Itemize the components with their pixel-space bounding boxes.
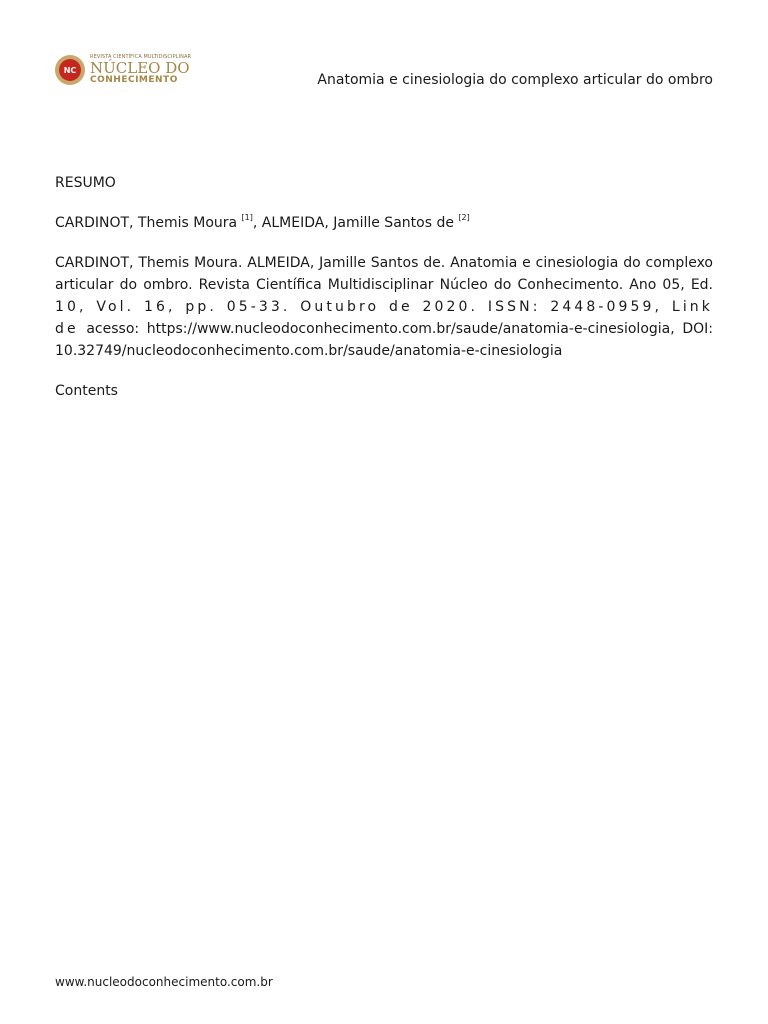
author-1-footnote-link[interactable]: [1] (241, 213, 253, 222)
abstract-heading: RESUMO (55, 175, 116, 191)
logo-seal-icon (55, 55, 85, 85)
citation-paragraph (55, 252, 713, 362)
logo-badge: NC (59, 59, 81, 81)
citation-part-1: CARDINOT, Themis Moura. ALMEIDA, Jamille Santos de. Anatomia e cinesiologia do complexo articular do ombro. Revista Científica Multidisciplinar Núcleo do Conhecimento. Ano 05, Ed. (55, 255, 713, 293)
logo-name-line1: NÚCLEO DO (90, 59, 190, 77)
page-content (55, 172, 713, 402)
footer-url[interactable]: www.nucleodoconhecimento.com.br (55, 975, 273, 989)
citation-part-2: 10, Vol. 16, pp. 05-33. Outubro de 2020. ISSN: 2448-0959, Link de (55, 299, 713, 337)
journal-logo[interactable] (55, 55, 191, 85)
author-1: CARDINOT, Themis Moura (55, 215, 242, 231)
citation-part-3[interactable]: acesso: https://www.nucleodoconhecimento.com.br/saude/anatomia-e-cinesiologia, DOI: 10.32749/nucleodoconhecimento.com.br/saude/anatomia-e-cinesiologia (55, 321, 713, 359)
logo-name-line2: CONHECIMENTO (90, 75, 178, 85)
author-separator: , ALMEIDA, Jamille Santos de (252, 215, 459, 231)
running-header-title: Anatomia e cinesiologia do complexo articular do ombro (317, 72, 713, 88)
contents-toggle[interactable]: Contents (55, 383, 118, 399)
logo-tagline: REVISTA CIENTÍFICA MULTIDISCIPLINAR (90, 54, 192, 60)
author-line (55, 212, 713, 234)
logo-text (90, 55, 191, 85)
author-2-footnote-link[interactable]: [2] (458, 213, 470, 222)
